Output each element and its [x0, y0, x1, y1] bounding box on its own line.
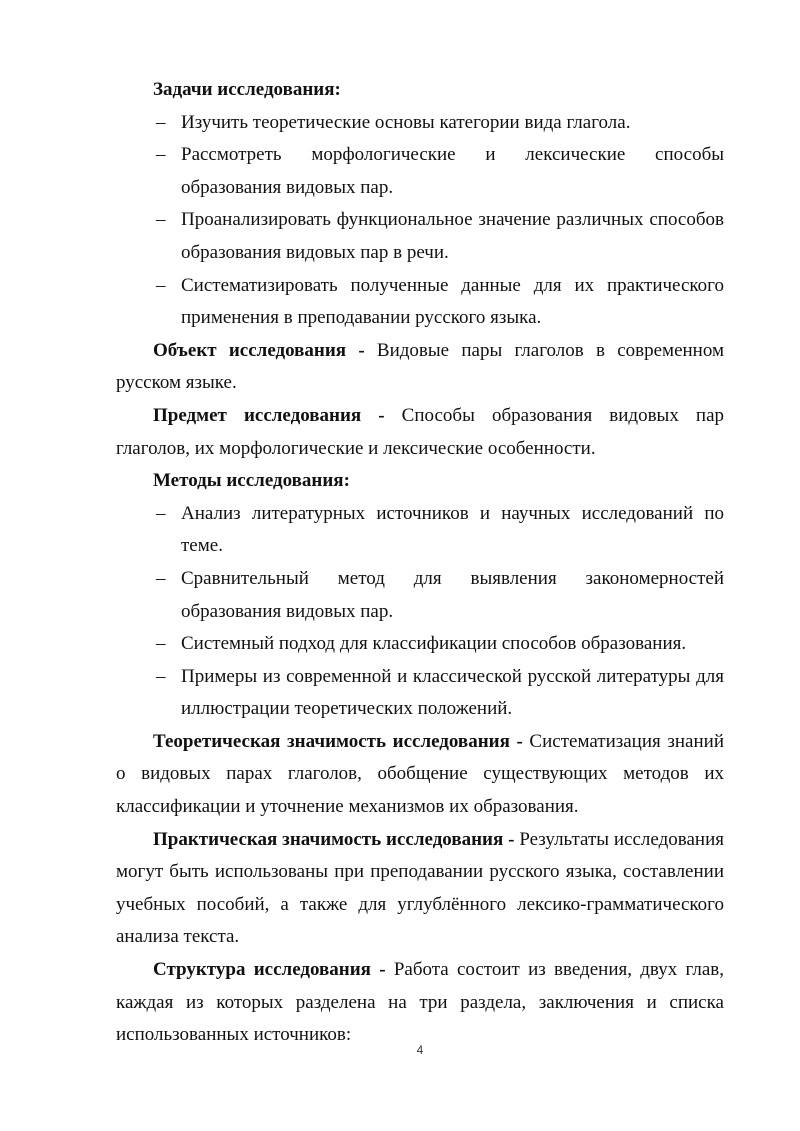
- methods-heading: Методы исследования:: [153, 470, 350, 492]
- document-page: [116, 74, 724, 1052]
- list-item-text: Рассмотреть морфологические и лексические способы образования видовых пар.: [181, 144, 724, 198]
- list-item: [116, 139, 724, 204]
- list-item-text: Системный подход для классификации способов образования.: [181, 633, 687, 655]
- page-number: 4: [416, 1043, 424, 1057]
- subject-label: Предмет исследования -: [153, 404, 385, 426]
- dash-bullet: –: [156, 111, 166, 133]
- dash-bullet: –: [156, 567, 166, 589]
- tasks-list: [116, 107, 724, 335]
- list-item: [116, 270, 724, 335]
- theoretical-text: Систематизация знаний о видовых парах глаголов, обобщение существующих методов их классификации и уточнение механизмов их образования.: [116, 730, 724, 818]
- list-item: [116, 107, 724, 140]
- practical-label: Практическая значимость исследования -: [153, 828, 515, 850]
- dash-bullet: –: [156, 274, 166, 296]
- structure-paragraph: [116, 954, 724, 1052]
- dash-bullet: –: [156, 633, 166, 655]
- subject-text: Способы образования видовых пар глаголов, их морфологические и лексические особенности.: [116, 404, 725, 459]
- list-item-text: Изучить теоретические основы категории вида глагола.: [181, 111, 631, 133]
- list-item: [116, 628, 724, 661]
- object-label: Объект исследования -: [153, 339, 365, 361]
- dash-bullet: –: [156, 502, 166, 524]
- list-item-text: Сравнительный метод для выявления закономерностей образования видовых пар.: [181, 567, 724, 622]
- object-paragraph: [116, 335, 724, 400]
- list-item-text: Примеры из современной и классической русской литературы для иллюстрации теоретических положений.: [181, 665, 724, 720]
- list-item-text: Анализ литературных источников и научных исследований по теме.: [181, 502, 724, 557]
- structure-text: Работа состоит из введения, двух глав, каждая из которых разделена на три раздела, заключения и списка использованных источников:: [116, 959, 724, 1046]
- list-item: [116, 204, 724, 269]
- dash-bullet: –: [156, 209, 166, 231]
- list-item-text: Систематизировать полученные данные для их практического применения в преподавании русского языка.: [181, 274, 724, 329]
- list-item-text: Проанализировать функциональное значение различных способов образования видовых пар в речи.: [181, 209, 724, 263]
- structure-label: Структура исследования -: [153, 959, 386, 981]
- practical-paragraph: [116, 824, 724, 954]
- object-text: Видовые пары глаголов в современном русском языке.: [116, 339, 725, 394]
- practical-text: Результаты исследования могут быть использованы при преподавании русского языка, составлении учебных пособий, а также для углублённого лексико-грамматического анализа текста.: [116, 828, 724, 948]
- methods-list: [116, 498, 724, 726]
- theoretical-paragraph: [116, 726, 724, 824]
- subject-paragraph: [116, 400, 724, 465]
- list-item: [116, 563, 724, 628]
- list-item: [116, 498, 724, 563]
- dash-bullet: –: [156, 665, 166, 687]
- theoretical-label: Теоретическая значимость исследования -: [153, 730, 523, 752]
- tasks-heading: Задачи исследования:: [153, 79, 341, 100]
- list-item: [116, 661, 724, 726]
- dash-bullet: –: [156, 144, 166, 166]
